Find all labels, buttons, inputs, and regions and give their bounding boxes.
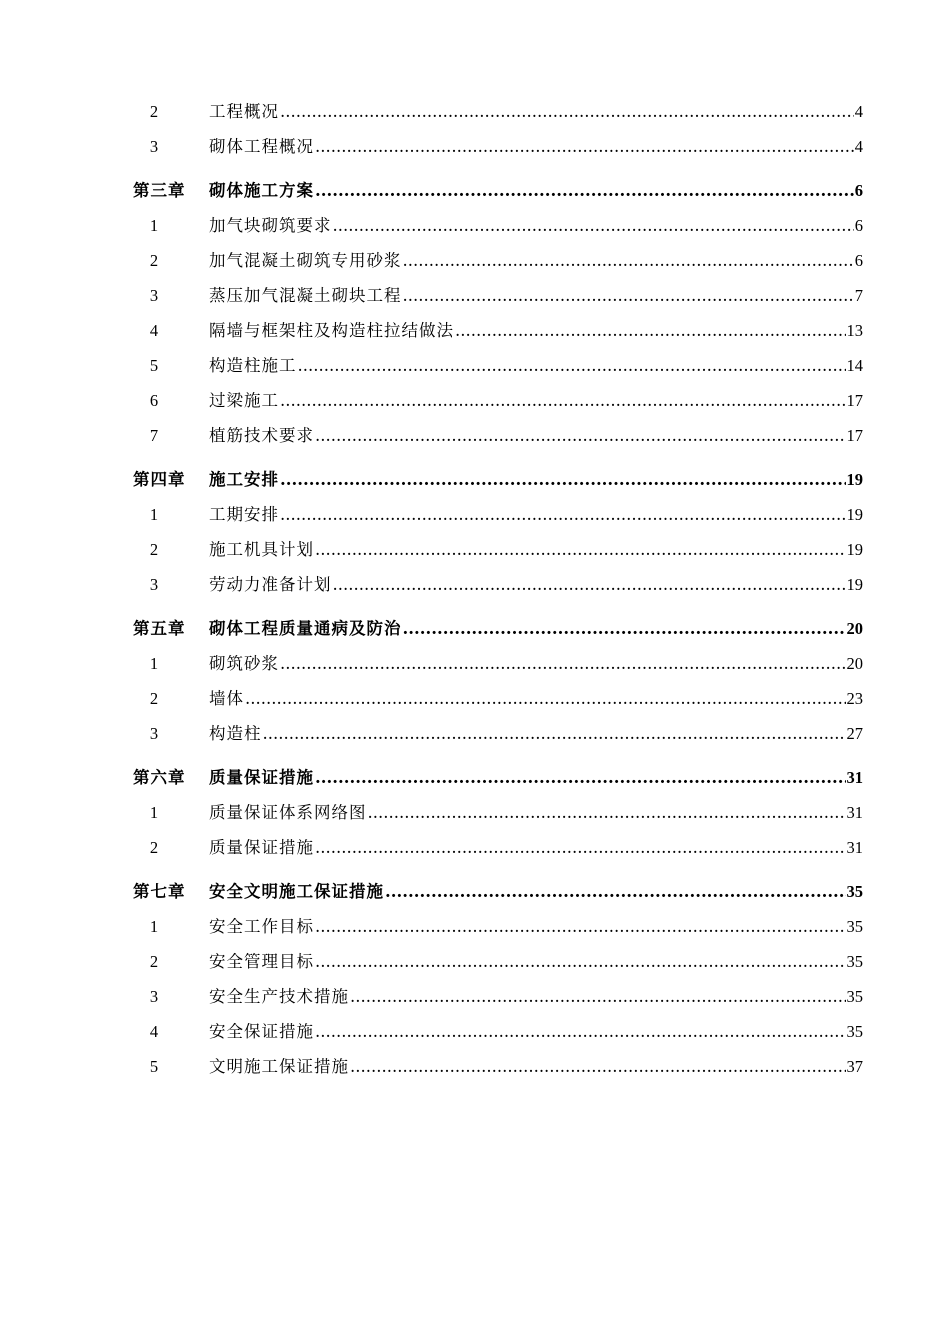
toc-item-row[interactable]	[133, 98, 863, 133]
toc-item-row[interactable]	[133, 212, 863, 247]
toc-chapter-row[interactable]	[133, 466, 863, 501]
section-title: 文明施工保证措施	[209, 1057, 349, 1076]
section-title: 构造柱施工	[209, 356, 297, 375]
dot-leader	[403, 251, 854, 270]
section-number: 1	[149, 917, 159, 936]
page-number: 27	[846, 724, 863, 743]
section-number: 3	[149, 286, 159, 305]
page-number: 35	[846, 882, 863, 901]
toc-item-row[interactable]	[133, 422, 863, 457]
chapter-number: 第五章	[133, 619, 186, 638]
section-title: 劳动力准备计划	[209, 575, 332, 594]
page-number: 14	[846, 356, 863, 375]
toc-chapter-row[interactable]	[133, 177, 863, 212]
page-number: 6	[854, 251, 863, 270]
page-number: 19	[846, 575, 863, 594]
toc-item-row[interactable]	[133, 834, 863, 869]
dot-leader	[280, 505, 846, 524]
section-number: 1	[149, 803, 159, 822]
toc-item-row[interactable]	[133, 501, 863, 536]
toc-item-row[interactable]	[133, 352, 863, 387]
chapter-number: 第四章	[133, 470, 186, 489]
section-number: 4	[149, 1022, 159, 1041]
toc-item-row[interactable]	[133, 983, 863, 1018]
section-number: 3	[149, 575, 159, 594]
section-title: 质量保证措施	[209, 838, 314, 857]
dot-leader	[315, 952, 846, 971]
section-number: 2	[149, 838, 159, 857]
page-number: 6	[854, 216, 863, 235]
dot-leader	[315, 917, 846, 936]
dot-leader	[315, 1022, 846, 1041]
section-number: 1	[149, 654, 159, 673]
dot-leader	[403, 286, 854, 305]
section-title: 蒸压加气混凝土砌块工程	[209, 286, 402, 305]
page-number: 35	[846, 917, 863, 936]
dot-leader	[403, 619, 846, 638]
page-number: 31	[846, 768, 863, 787]
section-title: 质量保证体系网络图	[209, 803, 367, 822]
toc-item-row[interactable]	[133, 536, 863, 571]
section-title: 安全管理目标	[209, 952, 314, 971]
section-number: 2	[149, 540, 159, 559]
section-title: 加气混凝土砌筑专用砂浆	[209, 251, 402, 270]
dot-leader	[263, 724, 846, 743]
section-number: 2	[149, 102, 159, 121]
toc-item-row[interactable]	[133, 282, 863, 317]
page-number: 35	[846, 952, 863, 971]
page-number: 6	[854, 181, 863, 200]
toc-item-row[interactable]	[133, 317, 863, 352]
dot-leader	[298, 356, 846, 375]
page-number: 20	[846, 619, 863, 638]
toc-item-row[interactable]	[133, 247, 863, 282]
dot-leader	[315, 426, 846, 445]
section-number: 1	[149, 505, 159, 524]
page-number: 19	[846, 505, 863, 524]
toc-item-row[interactable]	[133, 685, 863, 720]
page-number: 7	[854, 286, 863, 305]
dot-leader	[280, 391, 846, 410]
dot-leader	[333, 216, 854, 235]
page-number: 20	[846, 654, 863, 673]
dot-leader	[315, 768, 846, 787]
section-title: 施工机具计划	[209, 540, 314, 559]
page-number: 23	[846, 689, 863, 708]
page-number: 4	[854, 102, 863, 121]
toc-item-row[interactable]	[133, 571, 863, 606]
chapter-number: 第六章	[133, 768, 186, 787]
section-number: 6	[149, 391, 159, 410]
chapter-title: 质量保证措施	[209, 768, 314, 787]
page-number: 31	[846, 838, 863, 857]
section-title: 砌筑砂浆	[209, 654, 279, 673]
dot-leader	[368, 803, 846, 822]
section-title: 墙体	[209, 689, 244, 708]
page-number: 19	[846, 540, 863, 559]
toc-item-row[interactable]	[133, 913, 863, 948]
toc-item-row[interactable]	[133, 799, 863, 834]
section-title: 工程概况	[209, 102, 279, 121]
toc-item-row[interactable]	[133, 948, 863, 983]
section-title: 砌体工程概况	[209, 137, 314, 156]
dot-leader	[333, 575, 846, 594]
page-number: 19	[846, 470, 863, 489]
section-title: 安全工作目标	[209, 917, 314, 936]
section-number: 2	[149, 952, 159, 971]
dot-leader	[350, 987, 846, 1006]
toc-chapter-row[interactable]	[133, 615, 863, 650]
toc-item-row[interactable]	[133, 650, 863, 685]
dot-leader	[315, 137, 854, 156]
page-number: 4	[854, 137, 863, 156]
section-title: 安全保证措施	[209, 1022, 314, 1041]
chapter-title: 施工安排	[209, 470, 279, 489]
section-number: 3	[149, 987, 159, 1006]
page-number: 35	[846, 1022, 863, 1041]
section-number: 5	[149, 1057, 159, 1076]
dot-leader	[280, 470, 846, 489]
toc-item-row[interactable]	[133, 387, 863, 422]
toc-item-row[interactable]	[133, 720, 863, 755]
dot-leader	[315, 540, 846, 559]
page-number: 17	[846, 426, 863, 445]
page-number: 35	[846, 987, 863, 1006]
section-title: 安全生产技术措施	[209, 987, 349, 1006]
chapter-number: 第七章	[133, 882, 186, 901]
toc-chapter-row[interactable]	[133, 878, 863, 913]
section-title: 构造柱	[209, 724, 262, 743]
toc-item-row[interactable]	[133, 133, 863, 168]
section-title: 植筋技术要求	[209, 426, 314, 445]
section-number: 4	[149, 321, 159, 340]
section-number: 2	[149, 251, 159, 270]
dot-leader	[350, 1057, 846, 1076]
dot-leader	[280, 102, 854, 121]
dot-leader	[315, 181, 854, 200]
dot-leader	[315, 838, 846, 857]
table-of-contents	[133, 98, 863, 1088]
chapter-title: 安全文明施工保证措施	[209, 882, 384, 901]
section-number: 1	[149, 216, 159, 235]
chapter-number: 第三章	[133, 181, 186, 200]
page-number: 37	[846, 1057, 863, 1076]
chapter-title: 砌体工程质量通病及防治	[209, 619, 402, 638]
toc-chapter-row[interactable]	[133, 764, 863, 799]
page-number: 31	[846, 803, 863, 822]
section-title: 工期安排	[209, 505, 279, 524]
section-title: 过梁施工	[209, 391, 279, 410]
section-number: 3	[149, 137, 159, 156]
dot-leader	[280, 654, 846, 673]
dot-leader	[385, 882, 846, 901]
section-title: 隔墙与框架柱及构造柱拉结做法	[209, 321, 454, 340]
toc-item-row[interactable]	[133, 1018, 863, 1053]
chapter-title: 砌体施工方案	[209, 181, 314, 200]
section-number: 3	[149, 724, 159, 743]
toc-item-row[interactable]	[133, 1053, 863, 1088]
section-title: 加气块砌筑要求	[209, 216, 332, 235]
page-number: 13	[846, 321, 863, 340]
section-number: 2	[149, 689, 159, 708]
dot-leader	[455, 321, 846, 340]
dot-leader	[245, 689, 846, 708]
page-number: 17	[846, 391, 863, 410]
section-number: 5	[149, 356, 159, 375]
section-number: 7	[149, 426, 159, 445]
